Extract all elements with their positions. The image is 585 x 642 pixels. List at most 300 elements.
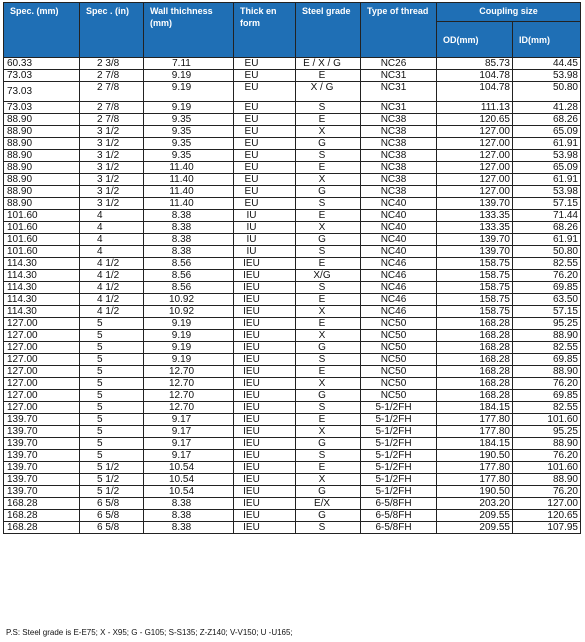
cell-thread-type: NC38 [361,186,437,198]
cell-coupling-od: 168.28 [437,342,513,354]
cell-coupling-od: 139.70 [437,234,513,246]
cell-coupling-od: 209.55 [437,522,513,534]
cell-coupling-id: 53.98 [513,150,581,162]
cell-thread-type: NC31 [361,102,437,114]
cell-steel-grade: E [296,294,361,306]
cell-thicken-form: EU [234,126,296,138]
cell-thread-type: NC46 [361,282,437,294]
cell-thread-type: 5-1/2FH [361,486,437,498]
table-row [4,246,581,258]
cell-steel-grade: X [296,126,361,138]
cell-thicken-form: IU [234,210,296,222]
header-coupling-od: OD(mm) [437,22,513,58]
cell-thread-type: 6-5/8FH [361,522,437,534]
cell-coupling-id: 69.85 [513,354,581,366]
cell-steel-grade: E [296,210,361,222]
cell-spec-in: 5 [80,330,144,342]
cell-steel-grade: S [296,450,361,462]
cell-steel-grade: G [296,234,361,246]
cell-steel-grade: S [296,246,361,258]
cell-spec-in: 5 1/2 [80,462,144,474]
cell-steel-grade: X [296,426,361,438]
cell-coupling-od: 190.50 [437,450,513,462]
cell-coupling-id: 76.20 [513,486,581,498]
cell-thread-type: 5-1/2FH [361,462,437,474]
cell-thicken-form: EU [234,114,296,126]
cell-wall-thickness: 9.17 [144,414,234,426]
table-row [4,498,581,510]
cell-spec-in: 3 1/2 [80,174,144,186]
cell-thread-type: 5-1/2FH [361,438,437,450]
cell-steel-grade: G [296,486,361,498]
cell-coupling-od: 158.75 [437,306,513,318]
table-header [4,3,581,58]
cell-wall-thickness: 11.40 [144,198,234,210]
cell-steel-grade: E [296,366,361,378]
cell-coupling-id: 88.90 [513,438,581,450]
cell-spec-mm: 127.00 [4,378,80,390]
cell-spec-mm: 88.90 [4,186,80,198]
table-row [4,198,581,210]
header-thread-type: Type of thread [361,3,437,58]
cell-thread-type: NC50 [361,330,437,342]
cell-spec-in: 3 1/2 [80,162,144,174]
cell-wall-thickness: 9.19 [144,354,234,366]
cell-coupling-id: 69.85 [513,390,581,402]
cell-coupling-id: 76.20 [513,270,581,282]
cell-thicken-form: EU [234,198,296,210]
cell-wall-thickness: 10.92 [144,294,234,306]
cell-spec-mm: 88.90 [4,126,80,138]
cell-coupling-od: 168.28 [437,390,513,402]
cell-coupling-id: 44.45 [513,58,581,70]
table-row [4,162,581,174]
table-row [4,438,581,450]
table-row [4,330,581,342]
cell-thread-type: NC40 [361,234,437,246]
table-row [4,426,581,438]
cell-coupling-od: 190.50 [437,486,513,498]
cell-thread-type: NC38 [361,126,437,138]
table-row [4,174,581,186]
header-coupling-id: ID(mm) [513,22,581,58]
cell-steel-grade: S [296,522,361,534]
table-row [4,186,581,198]
steel-grade-footnote: P.S: Steel grade is E-E75; X - X95; G - G105; S-S135; Z-Z140; V-V150; U -U165; [6,628,293,637]
cell-spec-mm: 168.28 [4,522,80,534]
cell-thicken-form: IEU [234,438,296,450]
cell-coupling-id: 88.90 [513,474,581,486]
cell-thicken-form: IEU [234,258,296,270]
cell-coupling-id: 63.50 [513,294,581,306]
cell-coupling-od: 177.80 [437,426,513,438]
cell-thicken-form: IEU [234,462,296,474]
cell-thread-type: NC40 [361,246,437,258]
cell-wall-thickness: 12.70 [144,378,234,390]
cell-spec-in: 5 [80,354,144,366]
cell-spec-in: 4 [80,246,144,258]
cell-spec-mm: 73.03 [4,102,80,114]
cell-thread-type: NC46 [361,270,437,282]
table-row [4,138,581,150]
cell-thicken-form: EU [234,58,296,70]
cell-wall-thickness: 9.19 [144,70,234,82]
cell-thicken-form: IEU [234,354,296,366]
table-row [4,390,581,402]
cell-steel-grade: S [296,354,361,366]
cell-steel-grade: G [296,510,361,522]
cell-spec-mm: 88.90 [4,198,80,210]
cell-thicken-form: IEU [234,510,296,522]
cell-spec-in: 4 1/2 [80,270,144,282]
cell-wall-thickness: 9.17 [144,426,234,438]
cell-spec-in: 3 1/2 [80,186,144,198]
table-row [4,462,581,474]
cell-coupling-od: 168.28 [437,354,513,366]
cell-coupling-id: 61.91 [513,234,581,246]
cell-thread-type: NC50 [361,318,437,330]
cell-wall-thickness: 11.40 [144,174,234,186]
cell-wall-thickness: 8.38 [144,498,234,510]
cell-spec-mm: 101.60 [4,210,80,222]
cell-coupling-od: 85.73 [437,58,513,70]
cell-coupling-id: 57.15 [513,306,581,318]
cell-spec-in: 2 7/8 [80,70,144,82]
table-row [4,70,581,82]
cell-spec-in: 5 [80,366,144,378]
cell-steel-grade: E [296,114,361,126]
cell-coupling-id: 53.98 [513,186,581,198]
cell-wall-thickness: 8.38 [144,234,234,246]
cell-spec-mm: 139.70 [4,462,80,474]
table-row [4,450,581,462]
cell-thread-type: NC50 [361,366,437,378]
cell-thread-type: NC50 [361,354,437,366]
table-row [4,58,581,70]
cell-spec-mm: 139.70 [4,486,80,498]
cell-spec-mm: 101.60 [4,222,80,234]
cell-steel-grade: X [296,330,361,342]
cell-steel-grade: E [296,258,361,270]
cell-thicken-form: EU [234,102,296,114]
header-spec-in: Spec . (in) [80,3,144,58]
cell-spec-in: 4 [80,234,144,246]
table-row [4,354,581,366]
cell-spec-in: 5 [80,402,144,414]
cell-coupling-id: 50.80 [513,82,581,102]
cell-coupling-od: 184.15 [437,402,513,414]
cell-thicken-form: IEU [234,522,296,534]
cell-coupling-id: 82.55 [513,402,581,414]
cell-thicken-form: IEU [234,282,296,294]
cell-thread-type: 5-1/2FH [361,474,437,486]
cell-wall-thickness: 9.35 [144,126,234,138]
cell-coupling-id: 71.44 [513,210,581,222]
cell-spec-in: 5 [80,390,144,402]
cell-thicken-form: IEU [234,486,296,498]
cell-coupling-id: 127.00 [513,498,581,510]
cell-thread-type: 5-1/2FH [361,402,437,414]
cell-spec-mm: 127.00 [4,354,80,366]
cell-wall-thickness: 11.40 [144,162,234,174]
cell-spec-mm: 127.00 [4,318,80,330]
table-row [4,150,581,162]
header-spec-mm: Spec. (mm) [4,3,80,58]
cell-coupling-od: 127.00 [437,138,513,150]
cell-steel-grade: X [296,174,361,186]
cell-thread-type: 5-1/2FH [361,414,437,426]
cell-thicken-form: EU [234,82,296,102]
cell-spec-in: 6 5/8 [80,522,144,534]
cell-thicken-form: EU [234,174,296,186]
cell-thicken-form: IEU [234,474,296,486]
cell-coupling-od: 177.80 [437,414,513,426]
cell-steel-grade: E [296,162,361,174]
cell-steel-grade: X [296,378,361,390]
cell-coupling-od: 168.28 [437,330,513,342]
cell-coupling-od: 104.78 [437,82,513,102]
cell-spec-in: 5 1/2 [80,486,144,498]
cell-spec-mm: 168.28 [4,510,80,522]
cell-coupling-od: 127.00 [437,162,513,174]
cell-thicken-form: IEU [234,330,296,342]
cell-coupling-od: 184.15 [437,438,513,450]
cell-spec-mm: 127.00 [4,366,80,378]
cell-coupling-od: 127.00 [437,150,513,162]
cell-thread-type: 6-5/8FH [361,498,437,510]
cell-wall-thickness: 9.19 [144,318,234,330]
cell-spec-mm: 127.00 [4,390,80,402]
table-row [4,282,581,294]
cell-spec-mm: 114.30 [4,294,80,306]
cell-wall-thickness: 8.56 [144,258,234,270]
cell-thicken-form: IEU [234,366,296,378]
cell-thread-type: NC50 [361,390,437,402]
cell-coupling-id: 101.60 [513,414,581,426]
cell-coupling-od: 168.28 [437,366,513,378]
cell-coupling-od: 127.00 [437,174,513,186]
cell-steel-grade: S [296,198,361,210]
cell-spec-mm: 73.03 [4,82,80,102]
cell-coupling-od: 168.28 [437,378,513,390]
cell-wall-thickness: 10.54 [144,474,234,486]
cell-spec-mm: 114.30 [4,270,80,282]
cell-coupling-id: 88.90 [513,366,581,378]
cell-steel-grade: X [296,474,361,486]
cell-steel-grade: E / X / G [296,58,361,70]
cell-coupling-od: 139.70 [437,198,513,210]
cell-thicken-form: EU [234,186,296,198]
cell-wall-thickness: 8.38 [144,222,234,234]
cell-steel-grade: E [296,414,361,426]
cell-spec-in: 4 1/2 [80,258,144,270]
cell-spec-mm: 139.70 [4,414,80,426]
cell-wall-thickness: 10.54 [144,462,234,474]
cell-coupling-id: 53.98 [513,70,581,82]
cell-thread-type: NC26 [361,58,437,70]
cell-spec-in: 3 1/2 [80,150,144,162]
cell-coupling-od: 177.80 [437,462,513,474]
cell-steel-grade: G [296,138,361,150]
cell-coupling-id: 41.28 [513,102,581,114]
cell-wall-thickness: 8.56 [144,282,234,294]
cell-coupling-od: 203.20 [437,498,513,510]
cell-spec-mm: 114.30 [4,306,80,318]
cell-wall-thickness: 9.19 [144,342,234,354]
cell-wall-thickness: 10.92 [144,306,234,318]
cell-thicken-form: IU [234,222,296,234]
cell-spec-in: 5 [80,438,144,450]
cell-coupling-id: 88.90 [513,330,581,342]
cell-spec-mm: 114.30 [4,282,80,294]
table-body [4,58,581,534]
cell-wall-thickness: 9.19 [144,330,234,342]
cell-thicken-form: IEU [234,450,296,462]
cell-spec-mm: 88.90 [4,114,80,126]
cell-thread-type: NC46 [361,258,437,270]
cell-spec-in: 2 7/8 [80,114,144,126]
cell-wall-thickness: 9.35 [144,114,234,126]
cell-steel-grade: G [296,390,361,402]
cell-coupling-od: 177.80 [437,474,513,486]
cell-thread-type: NC46 [361,294,437,306]
cell-steel-grade: X/G [296,270,361,282]
cell-spec-in: 3 1/2 [80,138,144,150]
cell-spec-in: 5 1/2 [80,474,144,486]
cell-wall-thickness: 9.35 [144,138,234,150]
cell-spec-mm: 60.33 [4,58,80,70]
cell-coupling-id: 68.26 [513,114,581,126]
cell-wall-thickness: 8.38 [144,522,234,534]
cell-wall-thickness: 7.11 [144,58,234,70]
cell-thread-type: NC38 [361,174,437,186]
cell-thread-type: NC31 [361,70,437,82]
cell-thicken-form: EU [234,138,296,150]
table-row [4,222,581,234]
cell-thicken-form: EU [234,70,296,82]
cell-thread-type: NC40 [361,198,437,210]
cell-spec-mm: 168.28 [4,498,80,510]
cell-steel-grade: E/X [296,498,361,510]
cell-thicken-form: IEU [234,294,296,306]
cell-thicken-form: IU [234,246,296,258]
cell-thread-type: NC40 [361,222,437,234]
table-row [4,474,581,486]
cell-coupling-id: 76.20 [513,378,581,390]
cell-wall-thickness: 8.38 [144,246,234,258]
cell-spec-in: 3 1/2 [80,126,144,138]
cell-spec-in: 2 7/8 [80,102,144,114]
cell-spec-in: 4 [80,222,144,234]
cell-coupling-od: 127.00 [437,126,513,138]
cell-thicken-form: IEU [234,306,296,318]
cell-thicken-form: IEU [234,390,296,402]
cell-thread-type: NC31 [361,82,437,102]
header-coupling-size: Coupling size [437,3,581,22]
table-row [4,318,581,330]
cell-spec-mm: 88.90 [4,162,80,174]
cell-spec-in: 3 1/2 [80,198,144,210]
cell-spec-in: 2 7/8 [80,82,144,102]
cell-wall-thickness: 9.19 [144,82,234,102]
cell-thread-type: NC38 [361,138,437,150]
cell-steel-grade: G [296,186,361,198]
cell-steel-grade: E [296,318,361,330]
cell-spec-mm: 73.03 [4,70,80,82]
cell-wall-thickness: 11.40 [144,186,234,198]
cell-thread-type: NC38 [361,114,437,126]
cell-spec-in: 6 5/8 [80,498,144,510]
table-row [4,294,581,306]
cell-coupling-id: 65.09 [513,162,581,174]
cell-spec-mm: 88.90 [4,174,80,186]
cell-coupling-id: 61.91 [513,138,581,150]
cell-coupling-od: 127.00 [437,186,513,198]
cell-steel-grade: G [296,342,361,354]
cell-coupling-id: 107.95 [513,522,581,534]
cell-steel-grade: E [296,462,361,474]
cell-spec-in: 5 [80,426,144,438]
table-row [4,378,581,390]
cell-coupling-id: 101.60 [513,462,581,474]
cell-steel-grade: G [296,438,361,450]
cell-coupling-od: 158.75 [437,258,513,270]
cell-thicken-form: EU [234,162,296,174]
cell-spec-in: 5 [80,318,144,330]
cell-coupling-id: 95.25 [513,318,581,330]
cell-wall-thickness: 8.38 [144,510,234,522]
cell-steel-grade: X [296,222,361,234]
cell-spec-mm: 127.00 [4,330,80,342]
cell-thicken-form: IU [234,234,296,246]
cell-thread-type: NC38 [361,150,437,162]
cell-spec-mm: 127.00 [4,342,80,354]
cell-thicken-form: IEU [234,498,296,510]
table-row [4,102,581,114]
table-row [4,114,581,126]
table-row [4,210,581,222]
table-row [4,510,581,522]
cell-thicken-form: IEU [234,402,296,414]
cell-steel-grade: X [296,306,361,318]
cell-wall-thickness: 12.70 [144,366,234,378]
cell-spec-mm: 101.60 [4,234,80,246]
cell-coupling-od: 139.70 [437,246,513,258]
cell-coupling-id: 82.55 [513,342,581,354]
cell-spec-in: 5 [80,342,144,354]
cell-spec-mm: 139.70 [4,450,80,462]
cell-wall-thickness: 12.70 [144,402,234,414]
cell-spec-in: 5 [80,450,144,462]
table-row [4,414,581,426]
cell-coupling-id: 82.55 [513,258,581,270]
cell-coupling-id: 68.26 [513,222,581,234]
cell-thread-type: NC38 [361,162,437,174]
cell-spec-in: 2 3/8 [80,58,144,70]
cell-spec-mm: 114.30 [4,258,80,270]
table-row [4,402,581,414]
cell-spec-mm: 139.70 [4,438,80,450]
cell-coupling-id: 65.09 [513,126,581,138]
cell-thicken-form: IEU [234,318,296,330]
cell-coupling-od: 158.75 [437,270,513,282]
cell-coupling-id: 76.20 [513,450,581,462]
cell-thread-type: NC40 [361,210,437,222]
table-row [4,126,581,138]
table-row [4,306,581,318]
cell-coupling-od: 158.75 [437,282,513,294]
cell-coupling-od: 168.28 [437,318,513,330]
